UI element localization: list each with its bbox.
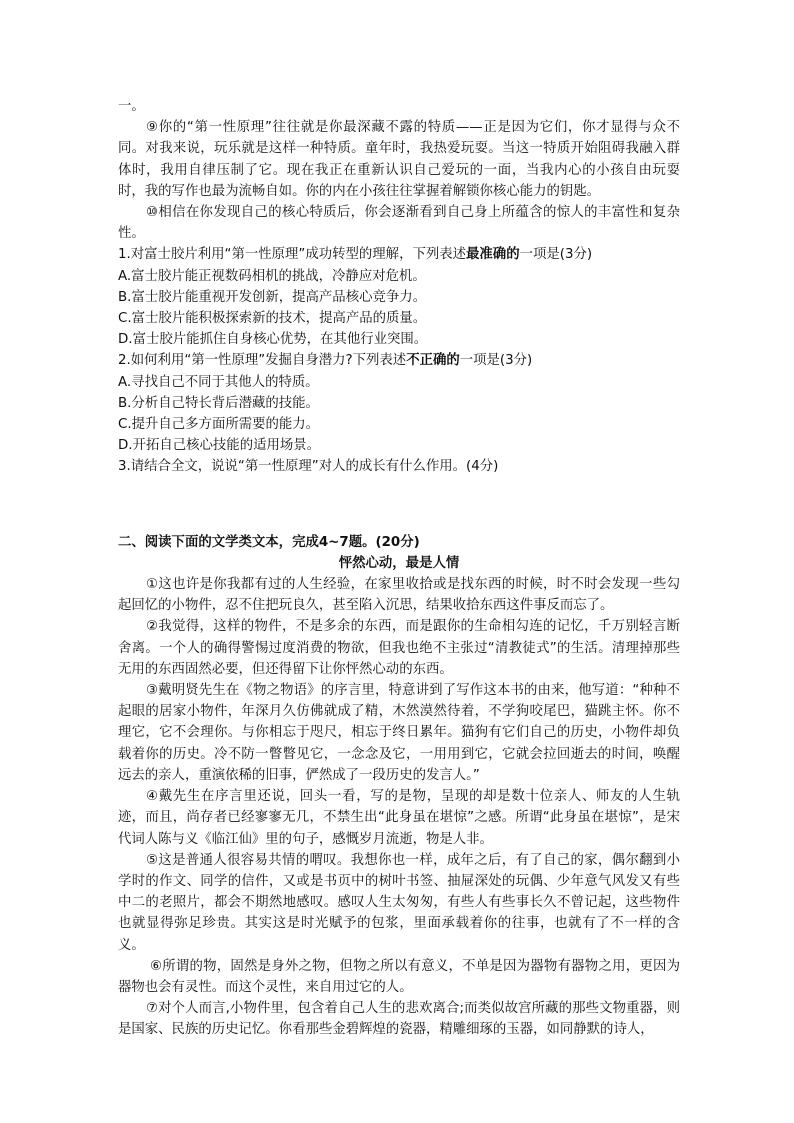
question-1-option-c: C.富士胶片能积极探索新的技术，提高产品的质量。 xyxy=(118,311,427,327)
passage1-paragraph-9: ⑨你的“第一性原理”往往就是你最深藏不露的特质——正是因为它们，你才显得与众不同。对我来说，玩乐就是这样一种特质。童年时，我热爱玩耍。当这一特质开始阻碍我融入群体时，我用自律压制了它。现在我正在重新认识自己爱玩的一面，当我内心的小孩自由玩耍时，我的写作也最为流畅自如。你的内在小孩往往掌握着解锁你核心能力的钥匙。 xyxy=(118,120,680,199)
question-1-stem-emphasis: 最准确的 xyxy=(466,247,520,263)
question-3: 3.请结合全文，说说“第一性原理”对人的成长有什么作用。(4分) xyxy=(118,459,499,475)
question-1-stem-start: 1.对富士胶片利用“第一性原理”成功转型的理解，下列表述 xyxy=(118,247,467,263)
article-paragraph-7: ⑦对个人而言,小物件里，包含着自己人生的悲欢离合;而类似故宫所藏的那些文物重器，则是国家、民族的历史记忆。你看那些金碧辉煌的瓷器，精雕细琢的玉器，如同静默的诗人， xyxy=(118,1001,680,1038)
article-paragraph-2: ②我觉得，这样的物件，不是多余的东西，而是跟你的生命相勾连的记忆，千万别轻言断舍离。一个人的确得警惕过度消费的物欲，但我也绝不主张过“清教徒式”的生活。清理掉那些无用的东西固然必要，但还得留下让你怦然心动的东西。 xyxy=(118,619,680,677)
question-2-stem-end: 一项是(3分) xyxy=(459,353,533,369)
question-1-option-d: D.富士胶片能抓住自身核心优势，在其他行业突围。 xyxy=(118,332,428,348)
article-paragraph-3: ③戴明贤先生在《物之物语》的序言里，特意讲到了写作这本书的由来，他写道：“种种不起眼的居家小物件，年深月久仿佛就成了精，木然漠然待着，不学狗咬尾巴，猫跳主怀。你不理它，它不会理你。与你相忘于咫尺，相忘于终日累年。猫狗有它们自己的历史，小物件却负载着你的历史。冷不防一瞥瞥见它，一念念及它，一用用到它，它就会拉回逝去的时间，唤醒远去的亲人，重演依稀的旧事，俨然成了一段历史的发言人。” xyxy=(118,683,680,783)
question-1-option-a: A.富士胶片能正视数码相机的挑战，冷静应对危机。 xyxy=(118,268,426,284)
question-2-stem xyxy=(118,350,680,371)
question-1-stem-end: 一项是(3分) xyxy=(519,247,593,263)
question-2-option-c: C.提升自己多方面所需要的能力。 xyxy=(118,417,320,433)
article-title: 怦然心动，最是人情 xyxy=(338,555,460,571)
article-paragraph-6: ⑥所谓的物，固然是身外之物，但物之所以有意义，不单是因为器物有器物之用，更因为器物也会有灵性。而这个灵性，来自用过它的人。 xyxy=(118,958,680,995)
question-2-option-a: A.寻找自己不同于其他人的特质。 xyxy=(118,374,319,390)
question-2-stem-start: 2.如何利用“第一性原理”发掘自身潜力?下列表述 xyxy=(118,353,407,369)
article-paragraph-1: ①这也许是你我都有过的人生经验，在家里收拾或是找东西的时候，时不时会发现一些勾起回忆的小物件，忍不住把玩良久，甚至陷入沉思，结果收拾东西这件事反而忘了。 xyxy=(118,577,680,614)
question-2-option-d: D.开拓自己核心技能的适用场景。 xyxy=(118,438,321,454)
question-1-option-b: B.富士胶片能重视开发创新，提高产品核心竞争力。 xyxy=(118,289,427,305)
article-paragraph-4: ④戴先生在序言里还说，回头一看，写的是物，呈现的却是数十位亲人、师友的人生轨迹，而且，尚存者已经寥寥无几，不禁生出“此身虽在堪惊”之感。所谓“此身虽在堪惊”，是宋代词人陈与义《临江仙》里的句子，感慨岁月流逝，物是人非。 xyxy=(118,789,680,847)
passage1-paragraph-10: ⑩相信在你发现自己的核心特质后，你会逐渐看到自己身上所蕴含的惊人的丰富性和复杂性。 xyxy=(118,205,680,242)
section-gap xyxy=(118,478,680,532)
page-content xyxy=(118,96,680,1041)
question-2-stem-emphasis: 不正确的 xyxy=(406,353,460,369)
top-fragment: 一。 xyxy=(118,99,145,114)
question-2-option-b: B.分析自己特长背后潜藏的技能。 xyxy=(118,395,319,411)
article-paragraph-5: ⑤这是普通人很容易共情的喟叹。我想你也一样，成年之后，有了自己的家，偶尔翻到小学时的作文、同学的信件，又或是书页中的树叶书签、抽屉深处的玩偶、少年意气风发又有些中二的老照片，都会不期然地感叹。感叹人生太匆匆，有些人有些事长久不曾记起，这些物件也就显得弥足珍贵。其实这是时光赋予的包浆，里面承载着你的往事，也就有了不一样的含义。 xyxy=(118,852,680,953)
question-1-stem xyxy=(118,244,680,265)
section-2-heading: 二、阅读下面的文学类文本，完成4~7题。(20分) xyxy=(118,534,420,550)
